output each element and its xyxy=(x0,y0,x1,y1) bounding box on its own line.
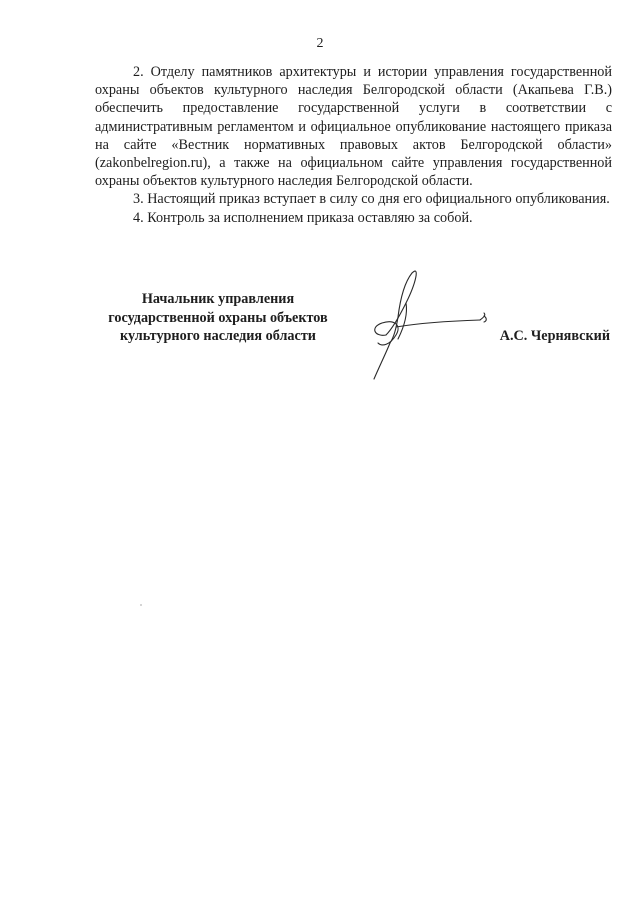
paragraph-3: 3. Настоящий приказ вступает в силу со дня его официального опубликования. xyxy=(133,191,610,208)
page-number: 2 xyxy=(316,36,324,51)
signatory-name: А.С. Чернявский xyxy=(499,328,610,344)
paragraph-2: 2. Отделу памятников архитектуры и истории управления государственной охраны объектов культурного наследия Белгородской области (Акапьева Г.В.) обеспечить предоставление государственной услуги в соответствии с административным регламентом и официальное опубликование настоящего приказа на сайте «Вестник нормативных правовых актов Белгородской области» (zakonbelregion.ru), а также на официальном сайте управления государственной охраны объектов культурного наследия Белгородской области. xyxy=(95,64,612,190)
scan-speck xyxy=(140,604,142,606)
signatory-title-line: Начальник управления xyxy=(141,291,295,307)
signatory-title-line: культурного наследия области xyxy=(120,328,316,344)
signatory-title xyxy=(95,290,341,346)
paragraph-4: 4. Контроль за исполнением приказа оставляю за собой. xyxy=(133,209,473,226)
document-body xyxy=(95,63,612,227)
handwritten-signature-icon xyxy=(360,265,500,385)
signatory-title-line: государственной охраны объектов xyxy=(108,309,328,326)
